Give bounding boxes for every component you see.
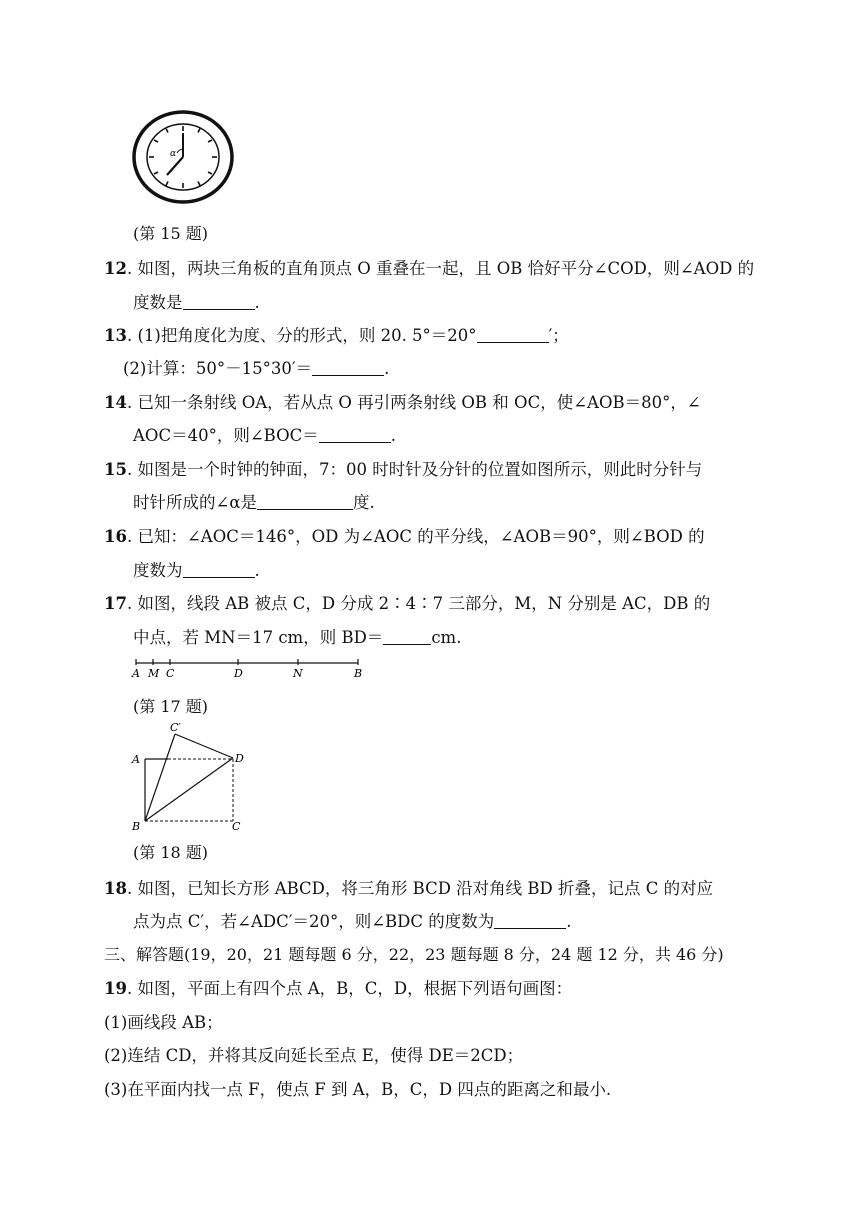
question-12-line2: 度数是 .: [133, 293, 260, 312]
question-16-line2: 度数为 .: [133, 561, 260, 580]
answer-blank[interactable]: [383, 628, 431, 645]
answer-blank[interactable]: [257, 493, 353, 510]
question-12-line1: 12. 如图，两块三角板的直角顶点 O 重叠在一起，且 OB 恰好平分∠COD，则∠AOD 的: [104, 259, 755, 278]
question-14-line2: AOC＝40°，则∠BOC＝ .: [133, 426, 396, 445]
question-18-line1: 18. 如图，已知长方形 ABCD，将三角形 BCD 沿对角线 BD 折叠，记点 C 的对应: [104, 879, 714, 898]
question-14-line1: 14. 已知一条射线 OA，若从点 O 再引两条射线 OB 和 OC，使∠AOB＝80°，∠: [104, 393, 701, 412]
answer-blank[interactable]: [183, 561, 255, 578]
question-19-step1: (1)画线段 AB；: [104, 1013, 223, 1032]
answer-blank[interactable]: [477, 326, 549, 343]
point-c-prime-label: C′: [170, 721, 181, 734]
segment-figure: [128, 656, 368, 680]
alpha-label: α: [170, 149, 177, 159]
question-19-step3: (3)在平面内找一点 F，使点 F 到 A，B，C，D 四点的距离之和最小.: [104, 1080, 612, 1099]
answer-blank[interactable]: [319, 426, 391, 443]
point-d-label: D: [234, 667, 243, 680]
figure-17-caption: (第 17 题): [133, 697, 209, 716]
point-d-label: D: [235, 752, 244, 765]
question-15-line1: 15. 如图是一个时钟的钟面，7：00 时时针及分针的位置如图所示，则此时分针与: [104, 460, 703, 479]
section-3-heading: 三、解答题(19，20，21 题每题 6 分，22，23 题每题 8 分，24 题 12 分，共 46 分): [104, 945, 724, 964]
point-m-label: M: [148, 667, 160, 680]
answer-blank[interactable]: [312, 359, 384, 376]
point-n-label: N: [293, 667, 303, 680]
figure-15-caption: (第 15 题): [133, 224, 209, 243]
point-a-label: A: [132, 667, 140, 680]
clock-figure: [130, 108, 236, 206]
figure-18-caption: (第 18 题): [133, 843, 209, 862]
question-13-line2: (2)计算：50°－15°30′＝ .: [123, 359, 390, 378]
point-b-label: B: [354, 667, 363, 680]
question-16-line1: 16. 已知：∠AOC＝146°，OD 为∠AOC 的平分线，∠AOB＝90°，则∠BOD 的: [104, 527, 705, 546]
question-17-line2: 中点，若 MN＝17 cm，则 BD＝ cm.: [133, 628, 462, 647]
question-19-step2: (2)连结 CD，并将其反向延长至点 E，使得 DE＝2CD；: [104, 1046, 524, 1065]
question-17-line1: 17. 如图，线段 AB 被点 C，D 分成 2∶4∶7 三部分，M，N 分别是 AC，DB 的: [104, 594, 711, 613]
answer-blank[interactable]: [494, 912, 566, 929]
point-a-label: A: [132, 753, 140, 766]
question-13-line1: 13. (1)把角度化为度、分的形式，则 20. 5°＝20° ′；: [104, 326, 569, 345]
question-18-line2: 点为点 C′，若∠ADC′＝20°，则∠BDC 的度数为 .: [133, 912, 572, 931]
point-c-label: C: [232, 820, 241, 833]
point-c-label: C: [166, 667, 175, 680]
question-19-line1: 19. 如图，平面上有四个点 A，B，C，D，根据下列语句画图：: [104, 979, 573, 998]
point-b-label: B: [132, 820, 141, 833]
answer-blank[interactable]: [183, 293, 255, 310]
rectangle-fold-figure: [126, 718, 256, 834]
question-15-line2: 时针所成的∠α是 度.: [133, 493, 375, 512]
